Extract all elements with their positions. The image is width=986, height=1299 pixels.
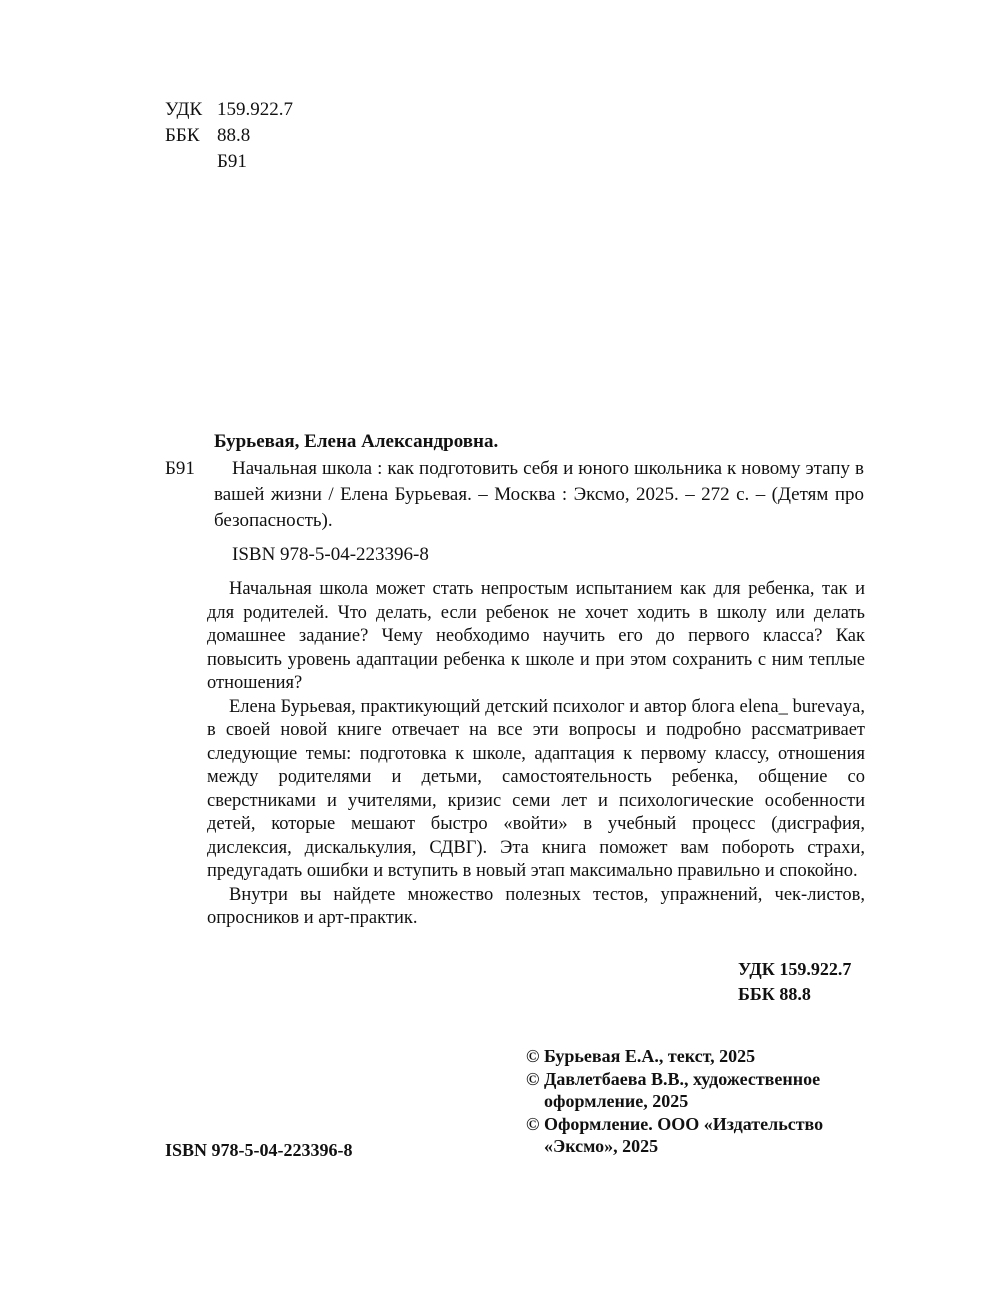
footer-udk: УДК 159.922.7: [738, 959, 852, 979]
annotation-paragraph: Внутри вы найдете множество полезных тестов, упражнений, чек-листов, опросников и арт-практик.: [207, 884, 865, 928]
isbn-record: ISBN 978-5-04-223396-8: [232, 544, 429, 565]
annotation: [207, 578, 865, 931]
bbk-label: ББК: [165, 125, 200, 146]
author-code-row: [165, 149, 293, 175]
footer-classification: [738, 957, 851, 1007]
udk-row: [165, 97, 293, 123]
udk-label: УДК: [165, 99, 203, 120]
annotation-paragraph: Начальная школа может стать непростым испытанием как для ребенка, так и для родителей. Что делать, если ребенок не хочет ходить в школу или делать домашнее задание? Чему необходимо научить его до первого класса? Как повысить уровень адаптации ребенка к школе и при этом сохранить с ним теплые отношения?: [207, 579, 865, 693]
isbn-footer: ISBN 978-5-04-223396-8: [165, 1140, 353, 1160]
copyright-design: © Давлетбаева В.В., художественное оформление, 2025: [526, 1068, 821, 1111]
copyright-publisher: © Оформление. ООО «Издательство «Эксмо», 2025: [526, 1113, 824, 1156]
annotation-paragraph: Елена Бурьевая, практикующий детский психолог и автор блога elena_ burevaya, в своей новой книге отвечает на все эти вопросы и подробно рассматривает следующие темы: подготовка к школе, адаптация к первому классу, отношения между родителями и детьми, самостоятельность ребенка, общение со сверстниками и учителями, кризис семи лет и психологические особенности детей, которые мешают быстро «войти» в учебный процесс (дисграфия, дислексия, дискалькулия, СДВГ). Эта книга поможет вам побороть страхи, предугадать ошибки и вступить в новый этап максимально правильно и спокойно.: [207, 696, 865, 881]
copyright-text: © Бурьевая Е.А., текст, 2025: [526, 1046, 756, 1066]
bbk-value: 88.8: [217, 125, 251, 146]
copyright-block: [526, 1045, 871, 1158]
bib-author-code: Б91: [165, 458, 195, 479]
classification-block: [165, 97, 293, 175]
bbk-row: [165, 123, 293, 149]
author-code: Б91: [217, 151, 247, 172]
footer-bbk: ББК 88.8: [738, 984, 811, 1004]
udk-value: 159.922.7: [217, 99, 293, 120]
bibliographic-description: Начальная школа : как подготовить себя и юного школьника к новому этапу в вашей жизни / Елена Бурьевая. – Москва : Эксмо, 2025. – 272 с. – (Детям про безопасность).: [214, 458, 864, 531]
author-heading: Бурьевая, Елена Александровна.: [214, 431, 499, 452]
